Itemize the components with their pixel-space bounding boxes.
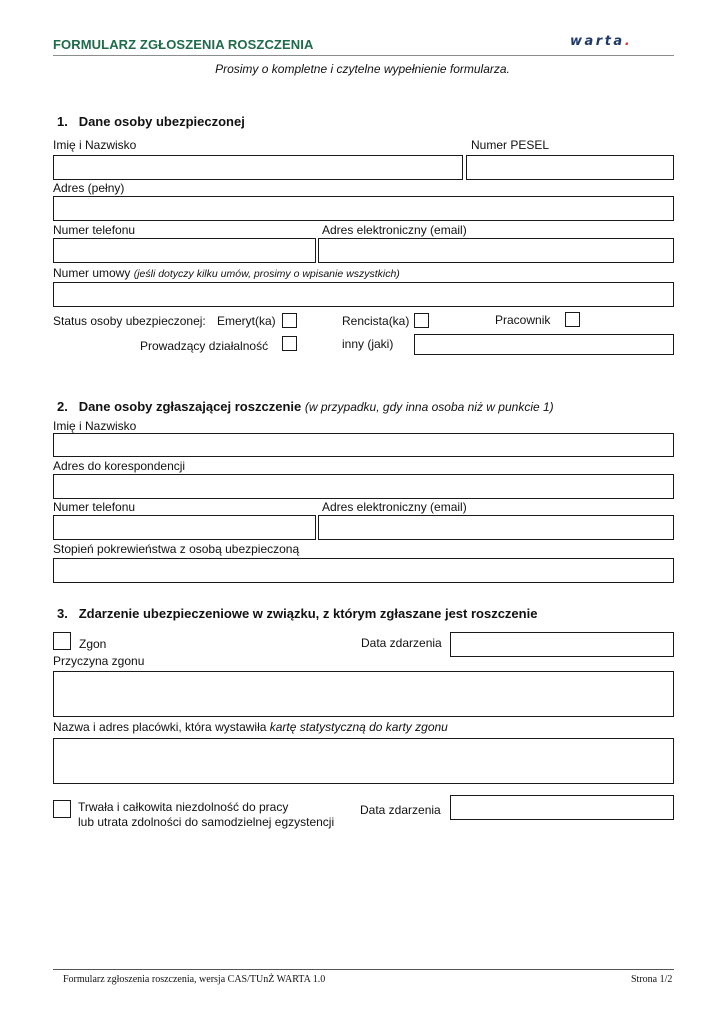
disability-date-field[interactable] — [450, 795, 674, 820]
death-cause-field[interactable] — [53, 671, 674, 717]
pesel-label: Numer PESEL — [471, 138, 550, 152]
death-date-field[interactable] — [450, 632, 674, 657]
section2-note: (w przypadku, gdy inna osoba niż w punkcie 1) — [304, 400, 554, 414]
claimant-address-label: Adres do korespondencji — [53, 459, 186, 473]
insured-address-field[interactable] — [53, 196, 674, 221]
intro-text: Prosimy o kompletne i czytelne wypełnienie formularza. — [215, 62, 510, 76]
footer-form-version: Formularz zgłoszenia roszczenia, wersja CAS/TUnŻ WARTA 1.0 — [63, 974, 326, 985]
header-divider — [53, 55, 674, 56]
status-business-label: Prowadzący działalność — [140, 339, 269, 353]
status-label: Status osoby ubezpieczonej: — [53, 314, 206, 328]
disability-line1: Trwała i całkowita niezdolność do pracy — [78, 800, 289, 814]
claimant-email-label: Adres elektroniczny (email) — [322, 500, 467, 514]
contract-number-field[interactable] — [53, 282, 674, 307]
footer-page-number: Strona 1/2 — [631, 974, 673, 985]
death-cause-label: Przyczyna zgonu — [53, 654, 145, 668]
warta-logo — [570, 34, 632, 49]
section1-heading — [57, 114, 245, 130]
insured-phone-field[interactable] — [53, 238, 316, 263]
claimant-name-field[interactable] — [53, 433, 674, 457]
disability-line2: lub utrata zdolności do samodzielnej egzystencji — [78, 815, 335, 829]
status-business-checkbox[interactable] — [282, 336, 297, 351]
status-other-field[interactable] — [414, 334, 674, 355]
insured-phone-label: Numer telefonu — [53, 223, 136, 237]
disability-date-label: Data zdarzenia — [360, 803, 441, 817]
insured-name-field[interactable] — [53, 155, 463, 180]
relation-label: Stopień pokrewieństwa z osobą ubezpieczoną — [53, 542, 300, 556]
section3-title: Zdarzenie ubezpieczeniowe w związku, z którym zgłaszane jest roszczenie — [78, 606, 538, 621]
contract-label: Numer umowy — [53, 266, 131, 280]
section1-title: Dane osoby ubezpieczonej — [78, 114, 245, 129]
facility-label-italic: kartę statystyczną do karty zgonu — [269, 720, 448, 734]
insured-name-label: Imię i Nazwisko — [53, 138, 137, 152]
status-pensioner-label: Rencista(ka) — [342, 314, 410, 328]
section1-number: 1. — [57, 114, 68, 129]
contract-note: (jeśli dotyczy kilku umów, prosimy o wpisanie wszystkich) — [133, 268, 400, 280]
death-checkbox[interactable] — [53, 632, 71, 650]
claimant-name-label: Imię i Nazwisko — [53, 419, 137, 433]
death-date-label: Data zdarzenia — [361, 636, 442, 650]
status-other-label: inny (jaki) — [342, 337, 394, 351]
insured-email-label: Adres elektroniczny (email) — [322, 223, 467, 237]
facility-field[interactable] — [53, 738, 674, 784]
claimant-phone-label: Numer telefonu — [53, 500, 136, 514]
form-title: FORMULARZ ZGŁOSZENIA ROSZCZENIA — [53, 37, 314, 52]
claimant-phone-field[interactable] — [53, 515, 316, 540]
logo-dot: . — [624, 34, 633, 49]
status-pensioner-checkbox[interactable] — [414, 313, 429, 328]
contract-label-row — [53, 266, 400, 281]
facility-label-prefix: Nazwa i adres placówki, która wystawiła — [53, 720, 270, 734]
section2-title: Dane osoby zgłaszającej roszczenie — [78, 399, 302, 414]
status-employee-label: Pracownik — [495, 313, 551, 327]
footer-divider — [53, 969, 674, 970]
pesel-field[interactable] — [466, 155, 674, 180]
disability-checkbox[interactable] — [53, 800, 71, 818]
section3-number: 3. — [57, 606, 68, 621]
logo-text: warta — [570, 34, 625, 49]
status-employee-checkbox[interactable] — [565, 312, 580, 327]
insured-address-label: Adres (pełny) — [53, 181, 125, 195]
section3-heading — [57, 606, 537, 622]
claimant-email-field[interactable] — [318, 515, 674, 540]
section2-heading — [57, 399, 554, 415]
section2-number: 2. — [57, 399, 68, 414]
facility-label — [53, 720, 448, 734]
insured-email-field[interactable] — [318, 238, 674, 263]
relation-field[interactable] — [53, 558, 674, 583]
claimant-address-field[interactable] — [53, 474, 674, 499]
status-retiree-checkbox[interactable] — [282, 313, 297, 328]
status-retiree-label: Emeryt(ka) — [217, 314, 276, 328]
death-label: Zgon — [79, 637, 107, 651]
